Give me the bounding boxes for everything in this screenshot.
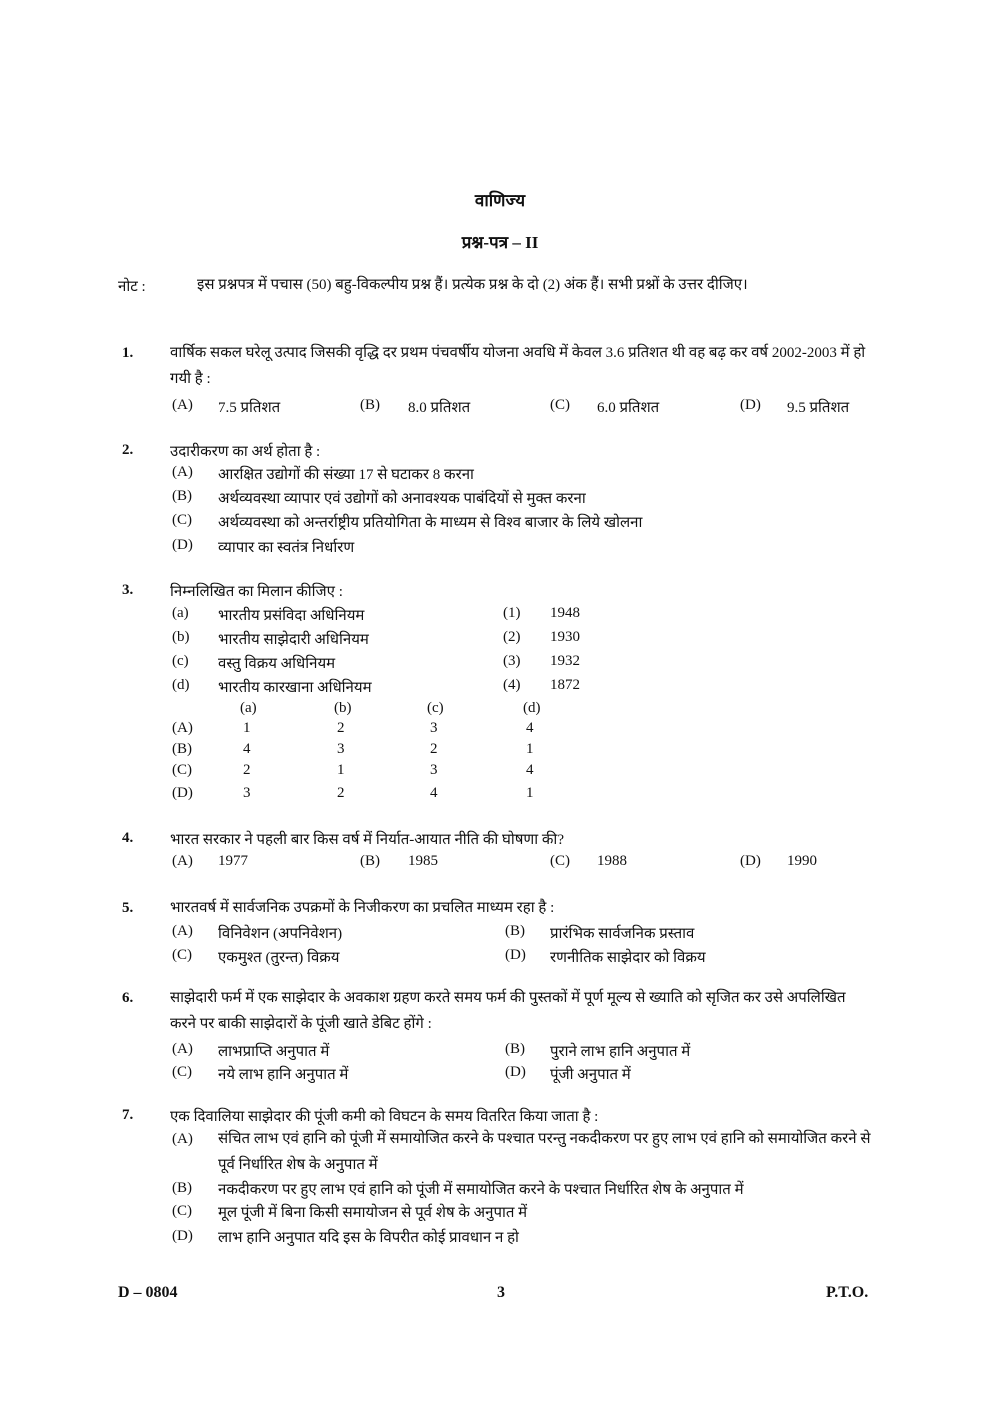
grid-header: (b) bbox=[334, 700, 352, 716]
question-text: निम्नलिखित का मिलान कीजिए : bbox=[170, 584, 343, 600]
grid-cell: 3 bbox=[243, 785, 251, 801]
option-text: अर्थव्यवस्था व्यापार एवं उद्योगों को अनावश्यक पाबंदियों से मुक्त करना bbox=[218, 491, 586, 507]
grid-cell: 2 bbox=[430, 741, 438, 757]
question-text: वार्षिक सकल घरेलू उत्पाद जिसकी वृद्धि दर प्रथम पंचवर्षीय योजना अवधि में केवल 3.6 प्रतिशत थी वह बढ़ कर वर्ष 2002-2003 में हो गयी है : bbox=[170, 345, 866, 387]
grid-cell: 1 bbox=[526, 785, 534, 801]
option-text: 1977 bbox=[218, 853, 248, 869]
option-label: (A) bbox=[172, 923, 193, 939]
match-left-text: भारतीय साझेदारी अधिनियम bbox=[218, 632, 369, 648]
option-text: अर्थव्यवस्था को अन्तर्राष्ट्रीय प्रतियोगिता के माध्यम से विश्व बाजार के लिये खोलना bbox=[218, 515, 643, 531]
question-number: 6. bbox=[122, 990, 134, 1006]
question-text: उदारीकरण का अर्थ होता है : bbox=[170, 444, 321, 460]
option-text: 1988 bbox=[597, 853, 627, 869]
option-text: पुराने लाभ हानि अनुपात में bbox=[550, 1044, 691, 1060]
match-left-text: भारतीय प्रसंविदा अधिनियम bbox=[218, 608, 365, 624]
question-number: 4. bbox=[122, 830, 134, 846]
option-label: (B) bbox=[505, 923, 525, 939]
grid-cell: 4 bbox=[526, 762, 534, 778]
grid-cell: 1 bbox=[243, 720, 251, 736]
option-text: विनिवेशन (अपनिवेशन) bbox=[218, 926, 343, 942]
option-text: आरक्षित उद्योगों की संख्या 17 से घटाकर 8 करना bbox=[218, 467, 474, 483]
grid-cell: 2 bbox=[243, 762, 251, 778]
match-left-label: (b) bbox=[172, 629, 190, 645]
question-text: भारत सरकार ने पहली बार किस वर्ष में निर्यात-आयात नीति की घोषणा की? bbox=[170, 832, 564, 848]
grid-row-label: (D) bbox=[172, 785, 193, 801]
option-label: (C) bbox=[172, 1064, 192, 1080]
option-text: व्यापार का स्वतंत्र निर्धारण bbox=[218, 540, 355, 556]
grid-cell: 4 bbox=[430, 785, 438, 801]
grid-cell: 1 bbox=[337, 762, 345, 778]
option-text: 6.0 प्रतिशत bbox=[597, 400, 660, 416]
page-number: 3 bbox=[497, 1284, 505, 1301]
grid-header: (d) bbox=[523, 700, 541, 716]
option-label: (B) bbox=[505, 1041, 525, 1057]
option-label: (D) bbox=[172, 1228, 193, 1244]
question-number: 3. bbox=[122, 582, 134, 598]
option-label: (A) bbox=[172, 397, 193, 413]
match-left-text: भारतीय कारखाना अधिनियम bbox=[218, 680, 372, 696]
option-label: (A) bbox=[172, 1131, 193, 1147]
option-label: (A) bbox=[172, 464, 193, 480]
grid-header: (c) bbox=[427, 700, 444, 716]
question-number: 7. bbox=[122, 1107, 134, 1123]
option-text: मूल पूंजी में बिना किसी समायोजन से पूर्व शेष के अनुपात में bbox=[218, 1205, 528, 1221]
grid-row-label: (B) bbox=[172, 741, 192, 757]
option-label: (D) bbox=[505, 947, 526, 963]
match-right-text: 1948 bbox=[550, 605, 580, 621]
subject-title: वाणिज्य bbox=[474, 191, 526, 210]
grid-cell: 1 bbox=[526, 741, 534, 757]
grid-cell: 3 bbox=[430, 720, 438, 736]
match-right-text: 1932 bbox=[550, 653, 580, 669]
option-text: नकदीकरण पर हुए लाभ एवं हानि को पूंजी में समायोजित करने के पश्चात निर्धारित शेष के अनुपात में bbox=[218, 1182, 744, 1198]
match-left-label: (a) bbox=[172, 605, 189, 621]
option-label: (D) bbox=[740, 853, 761, 869]
question-number: 2. bbox=[122, 442, 134, 458]
option-label: (A) bbox=[172, 853, 193, 869]
match-left-label: (c) bbox=[172, 653, 189, 669]
grid-row-label: (A) bbox=[172, 720, 193, 736]
match-right-text: 1930 bbox=[550, 629, 580, 645]
match-right-label: (3) bbox=[503, 653, 521, 669]
paper-code: D – 0804 bbox=[118, 1284, 178, 1301]
match-right-text: 1872 bbox=[550, 677, 580, 693]
pto-label: P.T.O. bbox=[826, 1284, 869, 1301]
option-text: संचित लाभ एवं हानि को पूंजी में समायोजित करने के पश्चात परन्तु नकदीकरण पर हुए लाभ एवं हानि को समायोजित करने से पूर्व निर्धारित शेष के अनुपात में bbox=[218, 1131, 871, 1173]
grid-cell: 3 bbox=[337, 741, 345, 757]
match-right-label: (1) bbox=[503, 605, 521, 621]
option-text: नये लाभ हानि अनुपात में bbox=[218, 1067, 349, 1083]
match-right-label: (4) bbox=[503, 677, 521, 693]
grid-cell: 2 bbox=[337, 785, 345, 801]
question-number: 5. bbox=[122, 900, 134, 916]
option-text: लाभप्राप्ति अनुपात में bbox=[218, 1044, 330, 1060]
option-text: एकमुश्त (तुरन्त) विक्रय bbox=[218, 950, 340, 966]
option-label: (B) bbox=[360, 397, 380, 413]
match-left-text: वस्तु विक्रय अधिनियम bbox=[218, 656, 336, 672]
grid-cell: 2 bbox=[337, 720, 345, 736]
question-text: भारतवर्ष में सार्वजनिक उपक्रमों के निजीकरण का प्रचलित माध्यम रहा है : bbox=[170, 900, 555, 916]
option-label: (B) bbox=[172, 488, 192, 504]
option-label: (C) bbox=[172, 512, 192, 528]
option-text: प्रारंभिक सार्वजनिक प्रस्ताव bbox=[550, 926, 695, 942]
option-text: रणनीतिक साझेदार को विक्रय bbox=[550, 950, 706, 966]
note-text: इस प्रश्नपत्र में पचास (50) बहु-विकल्पीय प्रश्न हैं। प्रत्येक प्रश्न के दो (2) अंक हैं। सभी प्रश्नों के उत्तर दीजिए। bbox=[197, 277, 748, 293]
option-label: (B) bbox=[172, 1180, 192, 1196]
grid-row-label: (C) bbox=[172, 762, 192, 778]
option-label: (C) bbox=[172, 947, 192, 963]
match-right-label: (2) bbox=[503, 629, 521, 645]
option-label: (C) bbox=[550, 853, 570, 869]
grid-cell: 4 bbox=[526, 720, 534, 736]
option-text: लाभ हानि अनुपात यदि इस के विपरीत कोई प्रावधान न हो bbox=[218, 1230, 519, 1246]
option-text: 1985 bbox=[408, 853, 438, 869]
option-label: (D) bbox=[172, 537, 193, 553]
match-left-label: (d) bbox=[172, 677, 190, 693]
option-label: (C) bbox=[172, 1203, 192, 1219]
option-label: (C) bbox=[550, 397, 570, 413]
option-label: (D) bbox=[505, 1064, 526, 1080]
option-text: 7.5 प्रतिशत bbox=[218, 400, 281, 416]
question-number: 1. bbox=[122, 345, 134, 361]
option-label: (B) bbox=[360, 853, 380, 869]
question-text: साझेदारी फर्म में एक साझेदार के अवकाश ग्रहण करते समय फर्म की पुस्तकों में पूर्ण मूल्य से ख्याति को सृजित कर उसे अपलिखित करने पर बाकी साझेदारों के पूंजी खाते डेबिट होंगे : bbox=[170, 990, 846, 1032]
option-label: (D) bbox=[740, 397, 761, 413]
option-text: 8.0 प्रतिशत bbox=[408, 400, 471, 416]
option-label: (A) bbox=[172, 1041, 193, 1057]
question-text: एक दिवालिया साझेदार की पूंजी कमी को विघटन के समय वितरित किया जाता है : bbox=[170, 1109, 599, 1125]
grid-header: (a) bbox=[240, 700, 257, 716]
option-text: पूंजी अनुपात में bbox=[550, 1067, 631, 1083]
option-text: 9.5 प्रतिशत bbox=[787, 400, 850, 416]
note-label: नोट : bbox=[118, 279, 146, 295]
grid-cell: 4 bbox=[243, 741, 251, 757]
option-text: 1990 bbox=[787, 853, 817, 869]
paper-title: प्रश्न-पत्र – II bbox=[461, 233, 539, 252]
grid-cell: 3 bbox=[430, 762, 438, 778]
